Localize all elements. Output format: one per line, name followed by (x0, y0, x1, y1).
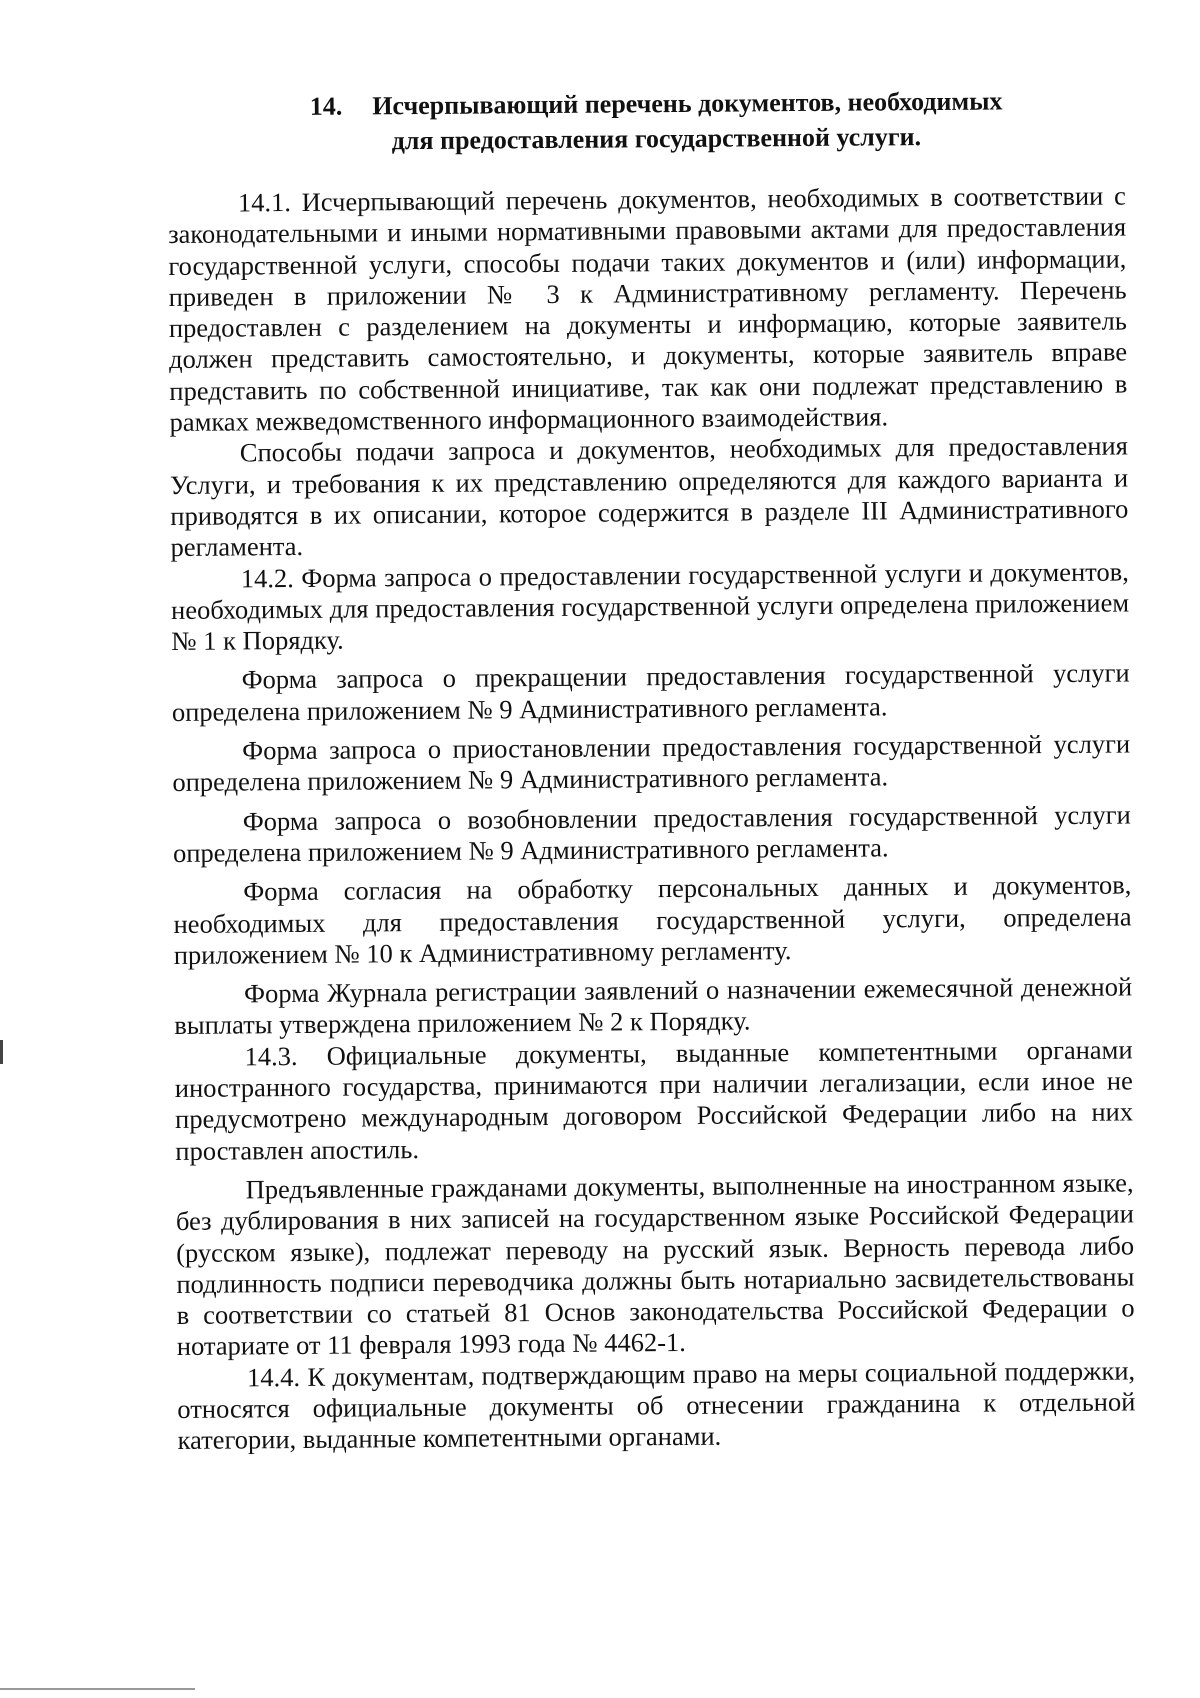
scan-margin-mark (0, 1040, 3, 1064)
paragraph-consent-form: Форма согласия на обработку персональных данных и документов, необходимых для предоставления государственной услуги, определена приложением № 10 к Административному регламенту. (173, 869, 1132, 970)
paragraph-14-2: 14.2. Форма запроса о предоставлении государственной услуги и документов, необходимых для предоставления государственной услуги определена приложением № 1 к Порядку. (170, 556, 1130, 657)
paragraph-suspension-form: Форма запроса о приостановлении предоставления государственной услуги определена приложением № 9 Административного регламента. (172, 728, 1131, 798)
section-heading-line-1 (187, 82, 1125, 124)
section-number: 14. (309, 91, 343, 121)
section-heading (167, 82, 1126, 160)
paragraph-14-3: 14.3. Официальные документы, выданные компетентными органами иностранного государства, принимаются при наличии легализации, если иное не предусмотрено международным договором Российской Федерации либо на них проставлен апостиль. (174, 1034, 1134, 1166)
paragraph-termination-form: Форма запроса о прекращении предоставления государственной услуги определена приложением № 9 Административного регламента. (171, 657, 1130, 727)
paragraph-14-1: 14.1. Исчерпывающий перечень документов, необходимых в соответствии с законодательными и иными нормативными правовыми актами для предоставления государственной услуги, способы подачи таких документов и (или) информации, приведен в приложении № 3 к Административному регламенту. Перечень предоставлен с разделением на документы и информацию, которые заявитель должен представить самостоятельно, и документы, которые заявитель вправе представить по собственной инициативе, так как они подлежат представлению в рамках межведомственного информационного взаимодействия. (168, 180, 1128, 438)
section-title-part-2: для предоставления государственной услуги. (391, 122, 922, 156)
section-title-part-1: Исчерпывающий перечень документов, необходимых (372, 86, 1003, 121)
paragraph-journal-form: Форма Журнала регистрации заявлений о назначении ежемесячной денежной выплаты утверждена приложением № 2 к Порядку. (174, 971, 1133, 1041)
paragraph-submission-methods: Способы подачи запроса и документов, необходимых для предоставления Услуги, и требования к их представлению определяются для каждого варианта и приводятся в их описании, которое содержится в разделе III Административного регламента. (169, 430, 1129, 563)
paragraph-resumption-form: Форма запроса о возобновлении предоставления государственной услуги определена приложением № 9 Административного регламента. (172, 799, 1131, 868)
scan-bottom-rule (0, 1688, 195, 1690)
document-content (167, 82, 1136, 1456)
section-body (168, 180, 1136, 1456)
paragraph-14-4: 14.4. К документам, подтверждающим право на меры социальной поддержки, относятся официальные документы об отнесении гражданина к отдельной категории, выданные компетентными органами. (177, 1355, 1136, 1456)
paragraph-translation: Предъявленные гражданами документы, выполненные на иностранном языке, без дублирования в них записей на государственном языке Российской Федерации (русском языке), подлежат переводу на русский язык. Верность перевода либо подлинность подписи переводчика должны быть нотариально засвидетельствованы в соответствии со статьей 81 Основ законодательства Российской Федерации о нотариате от 11 февраля 1993 года № 4462-1. (175, 1167, 1135, 1362)
